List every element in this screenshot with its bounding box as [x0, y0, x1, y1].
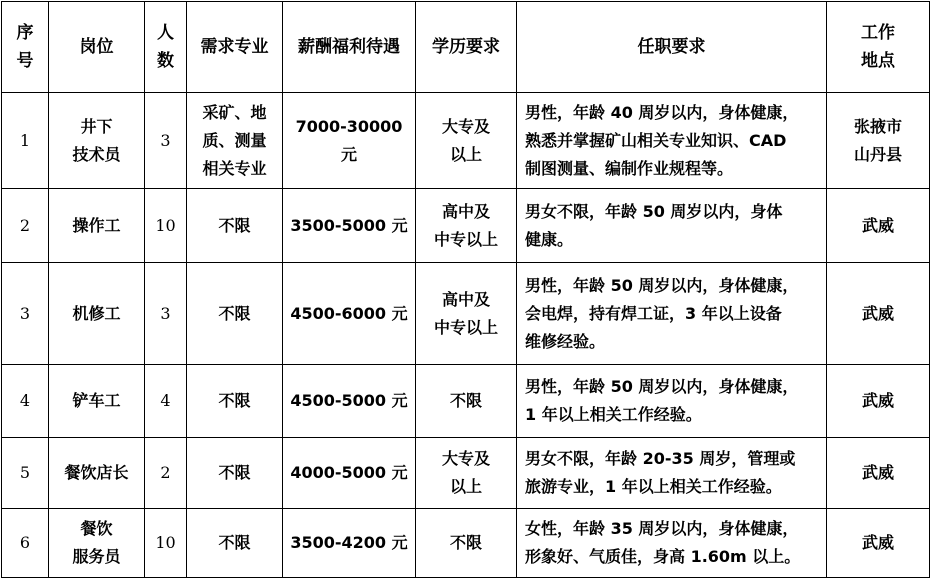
table-row	[2, 438, 930, 509]
cell-location: 武威	[827, 263, 930, 365]
table-row	[2, 93, 930, 189]
header-row	[2, 2, 930, 93]
cell-location: 张掖市 山丹县	[827, 93, 930, 189]
cell-requirements: 男性，年龄 50 周岁以内，身体健康， 1 年以上相关工作经验。	[517, 365, 827, 438]
header-major: 需求专业	[187, 2, 283, 93]
cell-major: 不限	[187, 509, 283, 578]
cell-education: 大专及 以上	[416, 438, 517, 509]
header-location: 工作 地点	[827, 2, 930, 93]
header-seq: 序 号	[2, 2, 49, 93]
cell-count: 4	[145, 365, 187, 438]
cell-position: 井下 技术员	[49, 93, 145, 189]
header-count: 人 数	[145, 2, 187, 93]
cell-seq: 4	[2, 365, 49, 438]
cell-education: 高中及 中专以上	[416, 189, 517, 263]
cell-position: 餐饮 服务员	[49, 509, 145, 578]
table-row	[2, 365, 930, 438]
cell-location: 武威	[827, 509, 930, 578]
cell-seq: 3	[2, 263, 49, 365]
cell-location: 武威	[827, 189, 930, 263]
header-education: 学历要求	[416, 2, 517, 93]
cell-salary: 4500-5000 元	[283, 365, 416, 438]
cell-position: 操作工	[49, 189, 145, 263]
cell-count: 10	[145, 189, 187, 263]
cell-major: 不限	[187, 263, 283, 365]
cell-education: 不限	[416, 365, 517, 438]
cell-seq: 1	[2, 93, 49, 189]
cell-major: 不限	[187, 189, 283, 263]
cell-education: 不限	[416, 509, 517, 578]
cell-salary: 4500-6000 元	[283, 263, 416, 365]
cell-requirements: 男性，年龄 50 周岁以内，身体健康， 会电焊，持有焊工证，3 年以上设备 维修经验。	[517, 263, 827, 365]
cell-position: 餐饮店长	[49, 438, 145, 509]
cell-major: 采矿、地 质、测量 相关专业	[187, 93, 283, 189]
cell-count: 3	[145, 93, 187, 189]
cell-major: 不限	[187, 438, 283, 509]
cell-location: 武威	[827, 365, 930, 438]
cell-salary: 3500-5000 元	[283, 189, 416, 263]
cell-count: 2	[145, 438, 187, 509]
cell-count: 10	[145, 509, 187, 578]
job-table	[1, 1, 930, 578]
table-row	[2, 189, 930, 263]
cell-major: 不限	[187, 365, 283, 438]
cell-seq: 2	[2, 189, 49, 263]
cell-seq: 6	[2, 509, 49, 578]
cell-salary: 3500-4200 元	[283, 509, 416, 578]
cell-requirements: 女性，年龄 35 周岁以内，身体健康， 形象好、气质佳，身高 1.60m 以上。	[517, 509, 827, 578]
cell-location: 武威	[827, 438, 930, 509]
cell-requirements: 男性，年龄 40 周岁以内，身体健康， 熟悉并掌握矿山相关专业知识、CAD 制图测量、编制作业规程等。	[517, 93, 827, 189]
cell-seq: 5	[2, 438, 49, 509]
cell-education: 高中及 中专以上	[416, 263, 517, 365]
header-position: 岗位	[49, 2, 145, 93]
cell-requirements: 男女不限，年龄 50 周岁以内，身体 健康。	[517, 189, 827, 263]
cell-salary: 4000-5000 元	[283, 438, 416, 509]
header-requirements: 任职要求	[517, 2, 827, 93]
cell-position: 机修工	[49, 263, 145, 365]
cell-requirements: 男女不限，年龄 20-35 周岁，管理或 旅游专业，1 年以上相关工作经验。	[517, 438, 827, 509]
cell-count: 3	[145, 263, 187, 365]
header-salary: 薪酬福利待遇	[283, 2, 416, 93]
cell-salary: 7000-30000 元	[283, 93, 416, 189]
cell-position: 铲车工	[49, 365, 145, 438]
table-row	[2, 263, 930, 365]
cell-education: 大专及 以上	[416, 93, 517, 189]
table-row	[2, 509, 930, 578]
